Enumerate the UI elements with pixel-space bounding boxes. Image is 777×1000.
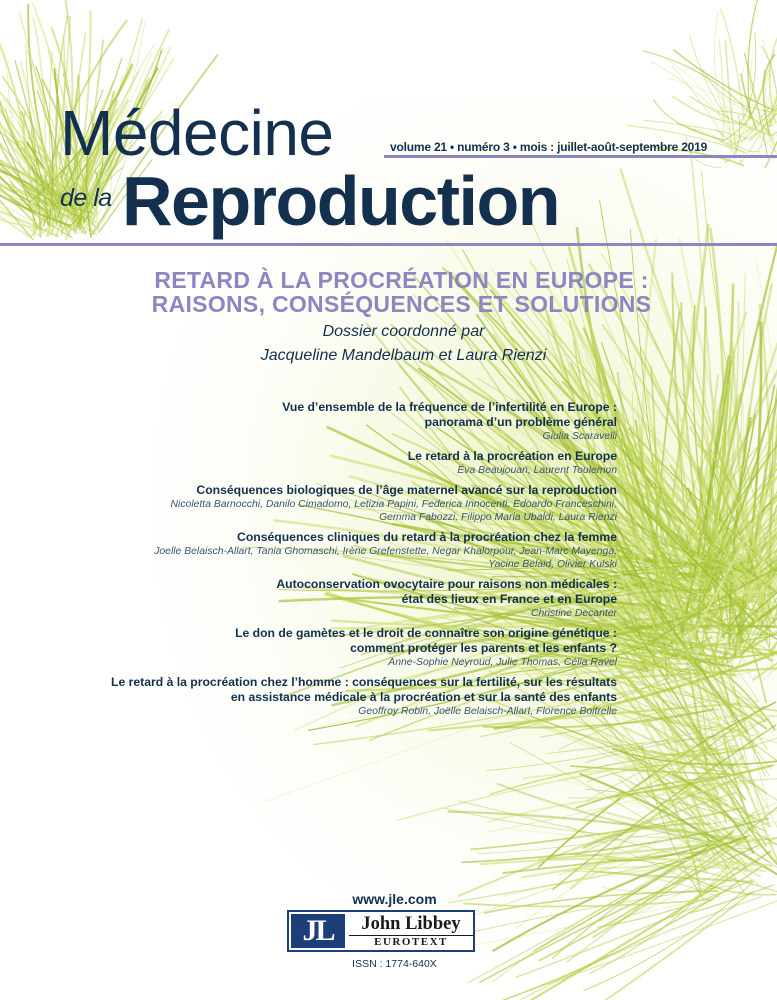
toc-article-authors: Joelle Belaisch-Allart, Tania Ghomaschi, Irène Grefenstette, Negar Khalorpour, Jean-Marc Mayenga, [154,546,617,557]
toc-entry [57,449,617,477]
toc-entry [57,483,617,524]
publisher-logo-mark: JL [291,914,345,948]
toc-entry [57,530,617,571]
toc-article-authors: Anne-Sophie Neyroud, Julie Thomas, Célia Ravel [388,657,617,668]
toc-article-title: état des lieux en France et en Europe [401,592,617,606]
publisher-logo-name: John Libbey [361,914,461,934]
journal-title-prefix: de la [60,184,112,212]
dossier-coordinators: Jacqueline Mandelbaum et Laura Rienzi [260,347,547,364]
table-of-contents [57,400,617,724]
dossier-header [0,268,777,368]
journal-title-medecine: Médecine [60,97,334,169]
masthead-divider-top [384,155,777,158]
issn-number: ISSN : 1774-640X [352,958,437,970]
publisher-logo [287,910,475,952]
toc-article-authors: Giulia Scaravelli [542,431,617,442]
toc-article-title: Vue d’ensemble de la fréquence de l’infertilité en Europe : [282,400,617,414]
toc-article-title: Le retard à la procréation chez l’homme : conséquences sur la fertilité, sur les résultats [111,675,617,689]
toc-article-title: Conséquences cliniques du retard à la procréation chez la femme [237,530,617,544]
toc-article-authors: Nicoletta Barnocchi, Danilo Cimadomo, Letizia Papini, Federica Innocenti, Edoardo Franceschini, [170,499,617,510]
toc-article-authors: Christine Decanter [530,608,617,619]
toc-entry [57,400,617,443]
dossier-coordinated-by: Dossier coordonné par [322,323,485,340]
toc-article-title: en assistance médicale à la procréation et sur la santé des enfants [230,690,617,704]
toc-article-authors: Yacine Belaid, Olivier Kulski [488,559,617,570]
journal-title-reproduction: Reproduction [122,162,559,240]
toc-article-title: Le don de gamètes et le droit de connaître son origine génétique : [235,626,617,640]
toc-article-title: Autoconservation ovocytaire pour raisons non médicales : [276,577,617,591]
toc-article-title: comment protéger les parents et les enfants ? [350,641,617,655]
toc-article-title: Conséquences biologiques de l’âge maternel avancé sur la reproduction [196,483,617,497]
issue-info: volume 21 • numéro 3 • mois : juillet-août-septembre 2019 [390,140,708,154]
toc-article-authors: Éva Beaujouan, Laurent Toulemon [457,465,617,476]
publisher-logo-subtitle: EUROTEXT [349,935,473,949]
toc-article-authors: Geoffroy Robin, Joëlle Belaisch-Allart, Florence Boitrelle [358,706,617,717]
dossier-title-line-2: RAISONS, CONSÉQUENCES ET SOLUTIONS [151,291,652,317]
toc-entry [57,577,617,620]
publisher-website-link[interactable]: www.jle.com [352,891,437,907]
toc-article-title: Le retard à la procréation en Europe [407,449,617,463]
toc-article-title: panorama d’un problème général [424,415,617,429]
toc-article-authors: Gemma Fabozzi, Filippo Maria Ubaldi, Laura Rienzi [379,512,617,523]
toc-entry [57,675,617,718]
toc-entry [57,626,617,669]
masthead-divider-bottom [0,243,777,246]
dossier-title-line-1: RETARD À LA PROCRÉATION EN EUROPE : [154,267,649,293]
